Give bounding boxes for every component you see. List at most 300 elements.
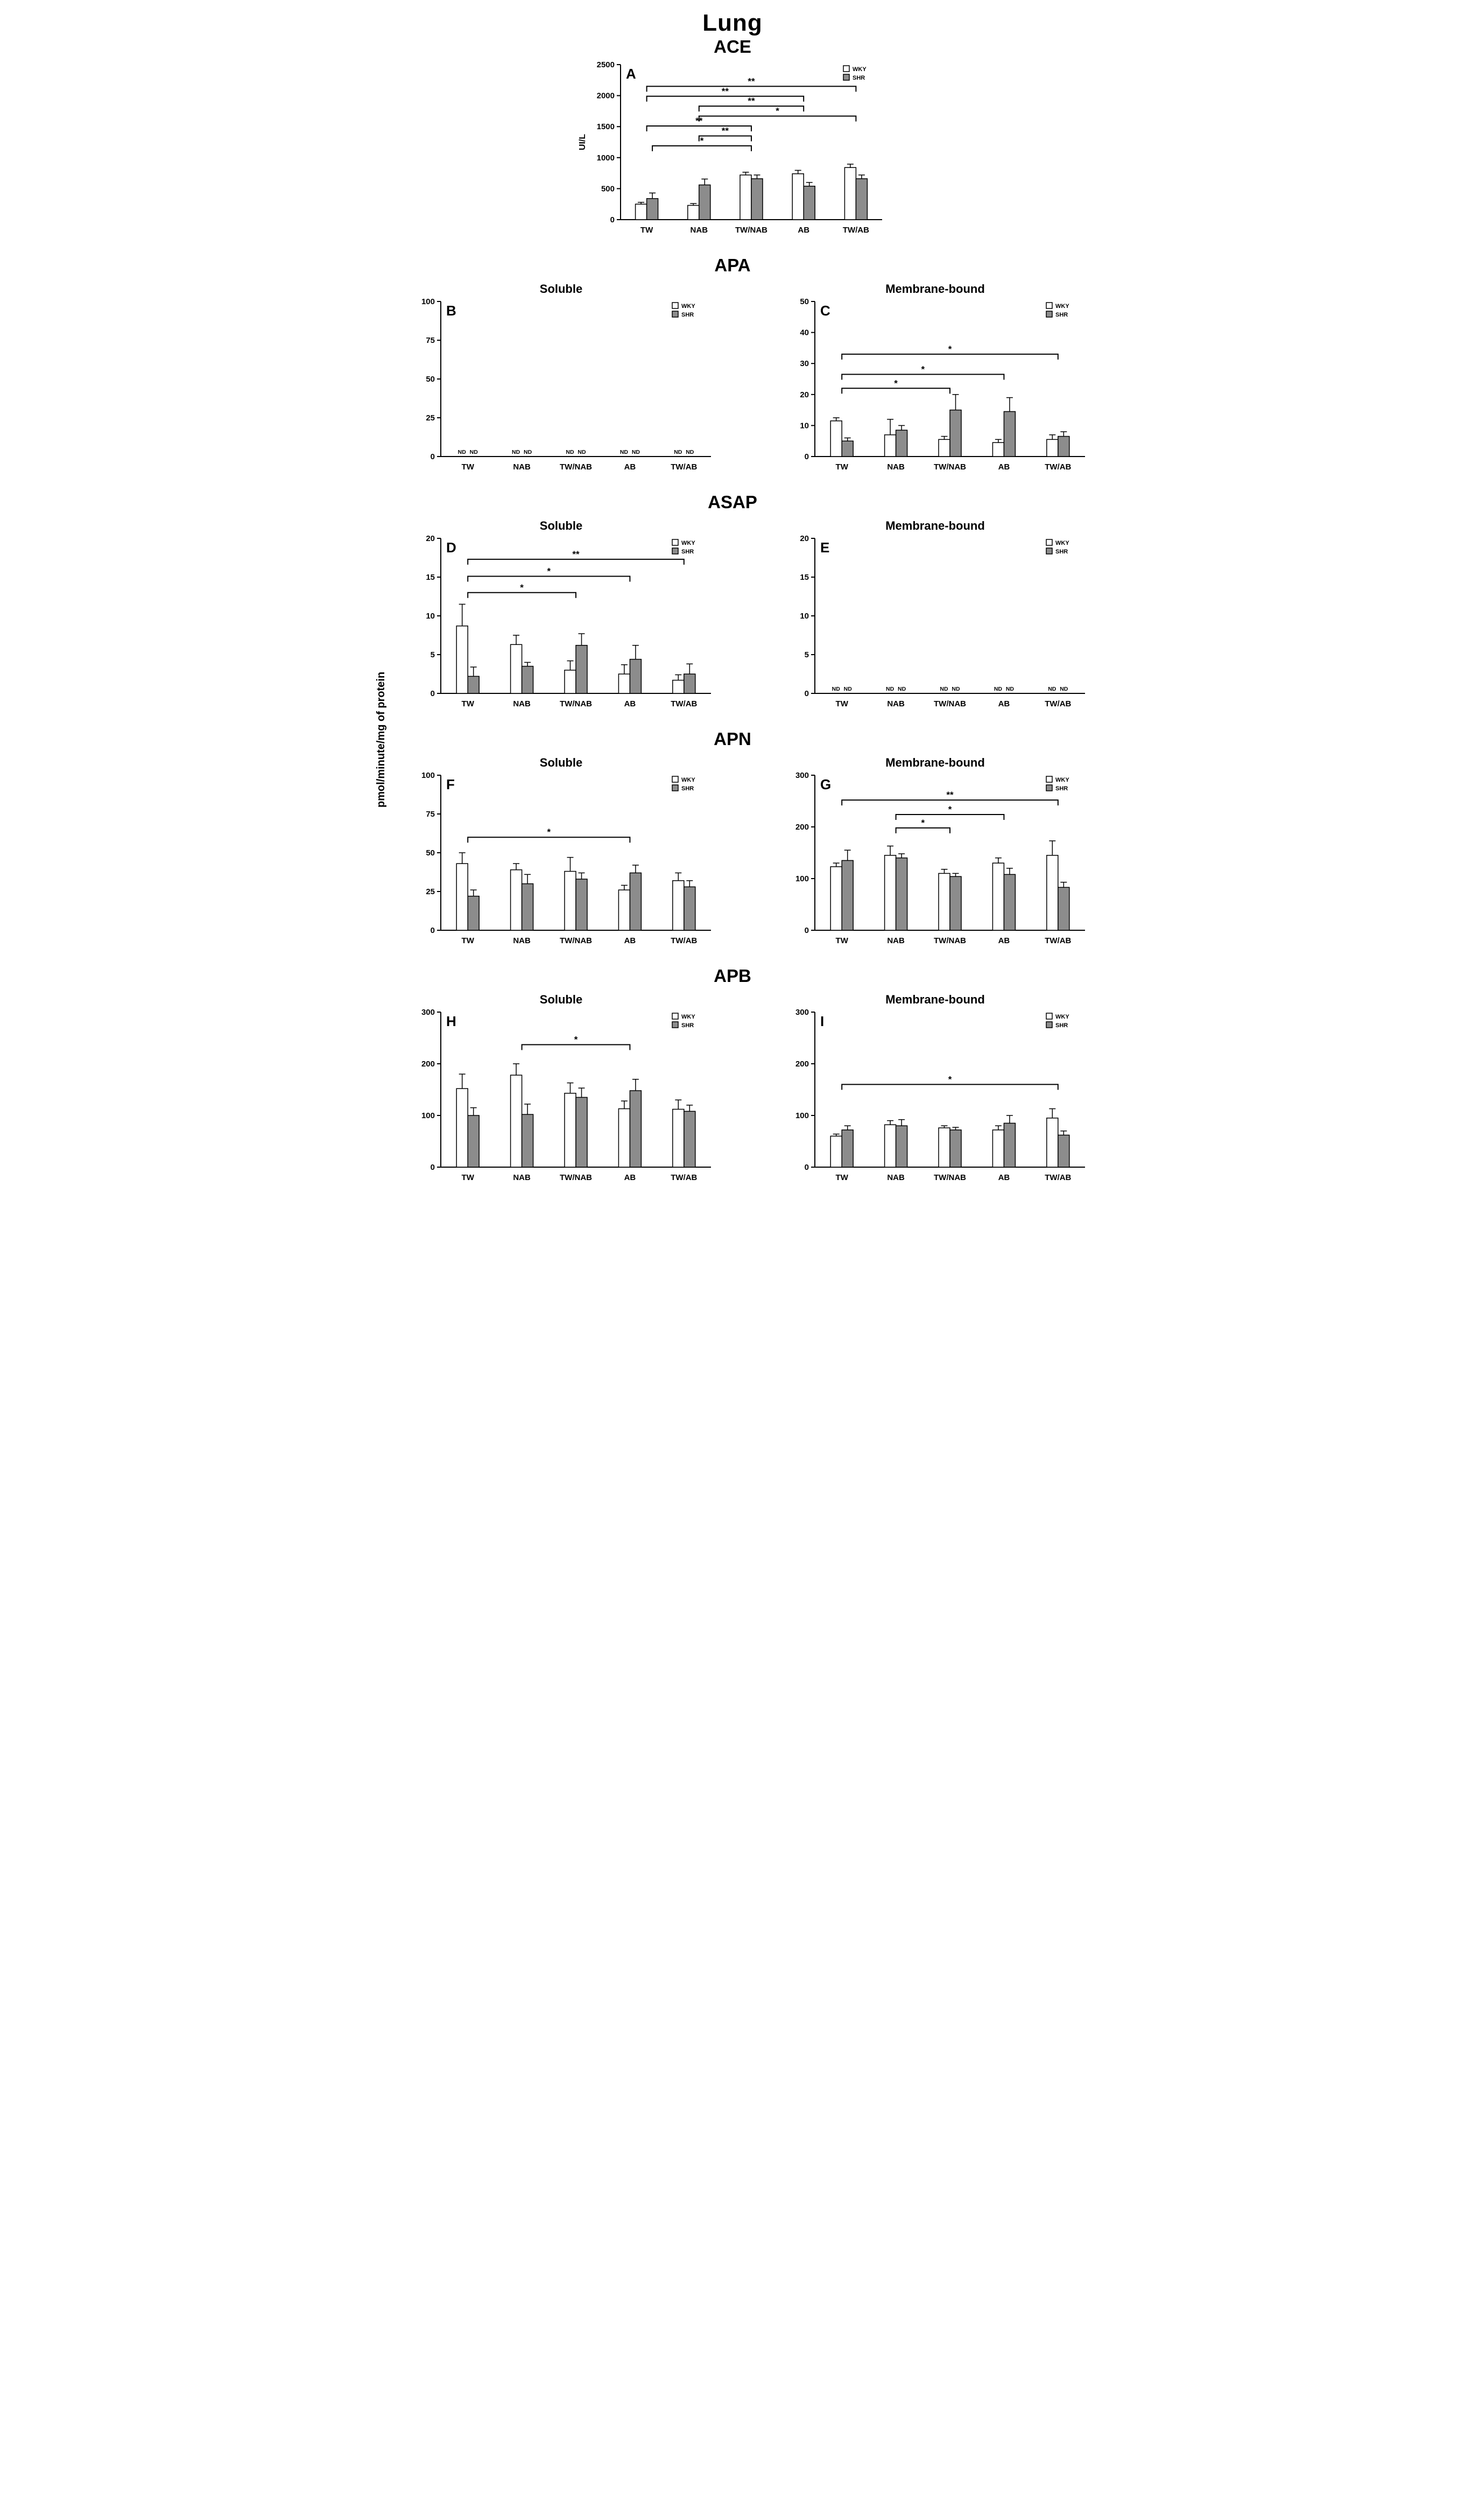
nd-label: ND [577,449,586,455]
y-tick-label: 300 [421,1008,435,1017]
bar-WKY-AB [792,174,804,220]
apa-membrane-subtitle: Membrane-bound [885,282,985,296]
figure-page [367,0,1099,1211]
y-tick-label: 300 [795,771,809,780]
section-apb-title: APB [714,966,751,986]
significance-label: * [920,817,925,828]
significance-bracket [699,136,751,141]
y-tick-label: 25 [425,413,435,423]
bar-WKY-TW/NAB [939,873,950,930]
bar-WKY-TW/NAB [939,1128,950,1167]
y-tick-label: 2500 [596,60,615,69]
bar-WKY-NAB [884,855,896,930]
bar-WKY-NAB [510,644,522,693]
bar-WKY-NAB [884,435,896,457]
y-tick-label: 10 [425,612,435,621]
apn-row [367,752,1099,953]
apa-row [367,278,1099,479]
panel-d-chart [405,533,717,716]
nd-label: ND [685,449,694,455]
y-tick-label: 0 [804,1163,809,1172]
significance-bracket [468,559,684,565]
apa-soluble-column [405,278,717,479]
bar-WKY-TW/NAB [565,872,576,930]
y-tick-label: 50 [799,297,809,306]
nd-label: ND [469,449,478,455]
y-tick-label: 50 [425,375,435,384]
apn-membrane-column [779,752,1091,953]
bar-SHR-TW [842,860,853,930]
significance-label: ** [572,549,580,559]
significance-label: * [948,343,952,354]
legend-label-SHR: SHR [681,549,694,555]
x-category-label: TW/NAB [933,1173,966,1182]
y-tick-label: 5 [804,650,809,659]
x-category-label: TW [835,699,848,708]
bar-WKY-TW/NAB [740,175,751,220]
legend-swatch-SHR [1046,548,1052,554]
y-tick-label: 25 [425,887,435,896]
legend-label-WKY: WKY [1055,777,1069,783]
y-tick-label: 15 [425,573,435,582]
section-apn-title: APN [714,729,751,749]
apb-soluble-subtitle: Soluble [539,993,583,1006]
panel-e-chart [779,533,1091,716]
significance-bracket [647,86,856,92]
y-tick-label: 200 [795,1059,809,1069]
legend-label-WKY: WKY [1055,303,1069,310]
bar-WKY-AB [618,674,630,693]
bar-WKY-TW/NAB [565,1093,576,1167]
legend-swatch-SHR [672,1022,678,1028]
legend-swatch-WKY [672,539,678,545]
x-category-label: TW/AB [670,699,697,708]
bar-SHR-NAB [896,858,907,930]
significance-label: * [948,804,952,815]
section-asap [367,492,1099,716]
section-asap-title: ASAP [708,492,757,512]
y-tick-label: 0 [804,689,809,698]
panel-letter: E [820,539,829,556]
section-apb [367,966,1099,1190]
y-tick-label: 0 [430,452,435,461]
bar-WKY-TW/AB [672,680,684,693]
significance-bracket [842,374,1004,380]
bar-SHR-AB [1004,411,1015,457]
significance-label: * [546,827,551,838]
y-tick-label: 0 [430,926,435,935]
x-category-label: TW/NAB [933,936,966,945]
legend-swatch-WKY [672,303,678,308]
bar-WKY-TW/AB [844,167,856,220]
y-tick-label: 10 [799,612,809,621]
x-category-label: NAB [512,699,531,708]
x-category-label: NAB [512,1173,531,1182]
x-category-label: TW/NAB [933,699,966,708]
apn-soluble-subtitle: Soluble [539,756,583,769]
y-tick-label: 1500 [596,122,615,132]
x-category-label: NAB [886,462,905,472]
significance-label: * [700,135,704,146]
significance-label: * [893,378,898,389]
section-apa-title: APA [714,255,751,275]
legend-label-WKY: WKY [681,540,695,546]
section-ace-title: ACE [714,37,751,57]
bar-SHR-AB [630,1091,641,1167]
x-category-label: TW [640,226,653,235]
bar-SHR-TW/AB [1058,887,1069,930]
bar-SHR-TW/AB [1058,437,1069,457]
legend-swatch-SHR [672,311,678,317]
x-category-label: AB [624,462,636,472]
section-apn [367,729,1099,953]
nd-label: ND [951,686,960,692]
x-category-label: TW/AB [670,1173,697,1182]
y-tick-label: 0 [430,1163,435,1172]
x-category-label: TW/NAB [559,1173,592,1182]
legend-swatch-WKY [1046,1013,1052,1019]
bar-WKY-TW/NAB [939,439,950,457]
significance-bracket [842,388,950,394]
panel-letter: G [820,776,831,792]
bar-WKY-TW [636,204,647,220]
apn-membrane-subtitle: Membrane-bound [885,756,985,769]
significance-bracket [468,577,630,582]
y-tick-label: 30 [799,359,809,369]
x-category-label: NAB [512,462,531,472]
significance-label: ** [721,125,729,136]
y-tick-label: 100 [795,874,809,883]
significance-label: * [574,1034,577,1045]
significance-bracket [652,146,751,151]
panel-B-svg [405,296,717,479]
bar-SHR-TW/AB [856,179,867,220]
legend-swatch-SHR [672,785,678,791]
bar-SHR-TW/NAB [576,1097,587,1167]
bar-SHR-NAB [699,185,710,220]
apb-membrane-column [779,988,1091,1190]
x-category-label: AB [798,226,810,235]
bar-WKY-AB [618,890,630,930]
y-tick-label: 10 [799,421,809,431]
y-tick-label: 50 [425,848,435,858]
y-tick-label: 1000 [596,153,615,163]
bar-SHR-TW [842,1130,853,1167]
y-axis-title: UI/L [578,134,587,151]
bar-SHR-TW/AB [684,887,695,930]
bar-WKY-AB [992,1130,1004,1167]
panel-letter: H [446,1013,456,1029]
bar-SHR-AB [804,186,815,220]
x-category-label: AB [998,1173,1010,1182]
legend-swatch-WKY [1046,776,1052,782]
bar-SHR-TW/NAB [576,879,587,930]
significance-bracket [522,1044,630,1050]
significance-label: * [948,1074,952,1085]
x-category-label: TW/AB [670,936,697,945]
panel-g-chart [779,770,1091,953]
x-category-label: TW/NAB [559,462,592,472]
panel-h-chart [405,1007,717,1190]
x-category-label: TW [461,699,474,708]
bar-SHR-TW [647,199,658,220]
shared-y-axis-label: pmol/minute/mg of protein [375,671,387,808]
legend-swatch-SHR [1046,311,1052,317]
significance-bracket [468,593,576,598]
y-tick-label: 75 [425,336,435,345]
bar-WKY-NAB [688,206,699,220]
panel-letter: B [446,303,456,319]
panel-H-svg [405,1007,717,1190]
bar-SHR-NAB [522,1114,533,1167]
y-tick-label: 0 [804,926,809,935]
panel-letter: C [820,303,830,319]
legend-label-SHR: SHR [853,75,865,81]
bar-WKY-TW/AB [1046,1118,1058,1167]
y-tick-label: 200 [795,823,809,832]
legend-label-WKY: WKY [681,777,695,783]
x-category-label: TW/AB [1044,936,1071,945]
y-tick-label: 5 [430,650,435,659]
significance-label: ** [721,86,729,96]
y-tick-label: 75 [425,810,435,819]
panel-D-svg [405,533,717,716]
bar-SHR-TW/NAB [950,410,961,457]
significance-bracket [647,96,804,102]
bar-SHR-AB [1004,1123,1015,1167]
legend-label-WKY: WKY [1055,1014,1069,1020]
bar-WKY-TW [456,864,468,930]
significance-bracket [842,1084,1058,1090]
legend-swatch-WKY [672,1013,678,1019]
legend-swatch-SHR [672,548,678,554]
y-tick-label: 20 [425,534,435,543]
bar-SHR-AB [1004,874,1015,930]
x-category-label: TW/AB [1044,1173,1071,1182]
y-tick-label: 20 [799,390,809,399]
x-category-label: AB [624,699,636,708]
bar-WKY-TW [830,421,842,457]
panel-b-chart [405,296,717,479]
nd-label: ND [1059,686,1068,692]
x-category-label: NAB [512,936,531,945]
apn-soluble-column [405,752,717,953]
legend-label-WKY: WKY [681,1014,695,1020]
y-tick-label: 0 [430,689,435,698]
significance-label: * [920,364,925,375]
figure-title: Lung [702,10,763,36]
y-tick-label: 200 [421,1059,435,1069]
legend-swatch-WKY [672,776,678,782]
y-tick-label: 0 [610,215,615,224]
bar-SHR-NAB [522,666,533,693]
y-tick-label: 100 [795,1111,809,1120]
x-category-label: TW/AB [842,226,869,235]
bar-SHR-NAB [522,884,533,930]
bar-WKY-AB [992,863,1004,930]
asap-soluble-column [405,515,717,716]
x-category-label: AB [998,462,1010,472]
bar-WKY-TW [830,867,842,930]
apb-soluble-column [405,988,717,1190]
bar-SHR-TW [842,441,853,457]
bar-WKY-TW [456,1089,468,1167]
panel-i-chart [779,1007,1091,1190]
significance-label: * [776,106,779,116]
y-tick-label: 20 [799,534,809,543]
legend-label-SHR: SHR [681,1022,694,1029]
y-tick-label: 100 [421,1111,435,1120]
bar-WKY-TW [456,626,468,693]
significance-label: ** [748,76,755,87]
bar-SHR-TW/NAB [950,876,961,930]
x-category-label: TW/NAB [559,936,592,945]
apa-membrane-column [779,278,1091,479]
significance-bracket [896,815,1004,820]
nd-label: ND [619,449,628,455]
x-category-label: TW [835,462,848,472]
bar-WKY-AB [618,1109,630,1167]
apb-membrane-subtitle: Membrane-bound [885,993,985,1006]
bar-WKY-TW/AB [672,881,684,930]
nd-label: ND [673,449,682,455]
significance-label: ** [695,116,703,127]
legend-label-SHR: SHR [1055,1022,1068,1029]
panel-A-svg [576,59,889,242]
x-category-label: TW/NAB [559,699,592,708]
significance-bracket [647,126,751,131]
x-category-label: TW [461,462,474,472]
bar-WKY-TW/AB [672,1109,684,1167]
nd-label: ND [631,449,640,455]
nd-label: ND [939,686,948,692]
legend-swatch-WKY [1046,539,1052,545]
legend-swatch-WKY [1046,303,1052,308]
x-category-label: TW/NAB [735,226,767,235]
bar-SHR-TW/NAB [751,179,763,220]
y-tick-label: 15 [799,573,809,582]
y-tick-label: 0 [804,452,809,461]
asap-membrane-subtitle: Membrane-bound [885,519,985,532]
nd-label: ND [994,686,1002,692]
x-category-label: TW [835,936,848,945]
ace-row [367,59,1099,242]
legend-swatch-SHR [843,74,849,80]
nd-label: ND [885,686,894,692]
y-tick-label: 100 [421,297,435,306]
legend-swatch-WKY [843,66,849,72]
y-tick-label: 300 [795,1008,809,1017]
legend-label-SHR: SHR [681,312,694,318]
panel-C-svg [779,296,1091,479]
significance-bracket [699,106,804,111]
legend-swatch-SHR [1046,1022,1052,1028]
x-category-label: AB [998,699,1010,708]
significance-label: * [546,566,551,577]
legend-label-SHR: SHR [1055,549,1068,555]
legend-swatch-SHR [1046,785,1052,791]
asap-soluble-subtitle: Soluble [539,519,583,532]
bar-SHR-TW/AB [1058,1135,1069,1167]
x-category-label: NAB [690,226,708,235]
panel-a-chart [576,59,889,242]
panel-F-svg [405,770,717,953]
bar-SHR-TW/AB [684,674,695,693]
legend-label-SHR: SHR [681,785,694,792]
y-tick-label: 2000 [596,91,615,101]
nd-label: ND [897,686,906,692]
significance-label: ** [748,96,755,107]
bar-WKY-NAB [510,1075,522,1167]
bar-SHR-TW [468,676,479,693]
asap-membrane-column [779,515,1091,716]
bar-SHR-TW/NAB [950,1130,961,1167]
nd-label: ND [832,686,840,692]
asap-row [367,515,1099,716]
nd-label: ND [523,449,532,455]
panel-c-chart [779,296,1091,479]
apa-soluble-subtitle: Soluble [539,282,583,296]
x-category-label: NAB [886,699,905,708]
x-category-label: AB [624,1173,636,1182]
bar-SHR-TW/NAB [576,645,587,693]
legend-label-SHR: SHR [1055,312,1068,318]
nd-label: ND [565,449,574,455]
x-category-label: NAB [886,936,905,945]
bar-WKY-TW [830,1136,842,1167]
nd-label: ND [843,686,852,692]
x-category-label: AB [624,936,636,945]
bar-SHR-TW [468,896,479,930]
legend-label-WKY: WKY [681,303,695,310]
significance-label: ** [946,790,954,801]
nd-label: ND [1047,686,1056,692]
significance-bracket [699,116,856,122]
bar-WKY-NAB [884,1125,896,1167]
y-tick-label: 40 [799,328,809,338]
section-ace [367,37,1099,242]
panel-letter: D [446,539,456,556]
panel-I-svg [779,1007,1091,1190]
x-category-label: TW/AB [1044,462,1071,472]
x-category-label: TW/NAB [933,462,966,472]
panel-letter: I [820,1013,824,1029]
x-category-label: TW [461,1173,474,1182]
bar-SHR-NAB [896,430,907,457]
significance-label: * [519,582,524,593]
nd-label: ND [1005,686,1014,692]
significance-bracket [468,837,630,843]
panel-f-chart [405,770,717,953]
panel-E-svg [779,533,1091,716]
significance-bracket [896,828,949,833]
panel-G-svg [779,770,1091,953]
bar-WKY-AB [992,443,1004,457]
legend-label-WKY: WKY [853,66,867,73]
bar-SHR-TW/AB [684,1111,695,1167]
bar-WKY-TW/AB [1046,855,1058,930]
legend-label-WKY: WKY [1055,540,1069,546]
significance-bracket [842,354,1058,360]
x-category-label: AB [998,936,1010,945]
y-tick-label: 500 [601,184,615,194]
x-category-label: TW [461,936,474,945]
x-category-label: TW/AB [670,462,697,472]
bar-SHR-NAB [896,1126,907,1167]
bar-SHR-AB [630,873,641,930]
section-apa [367,255,1099,479]
legend-label-SHR: SHR [1055,785,1068,792]
